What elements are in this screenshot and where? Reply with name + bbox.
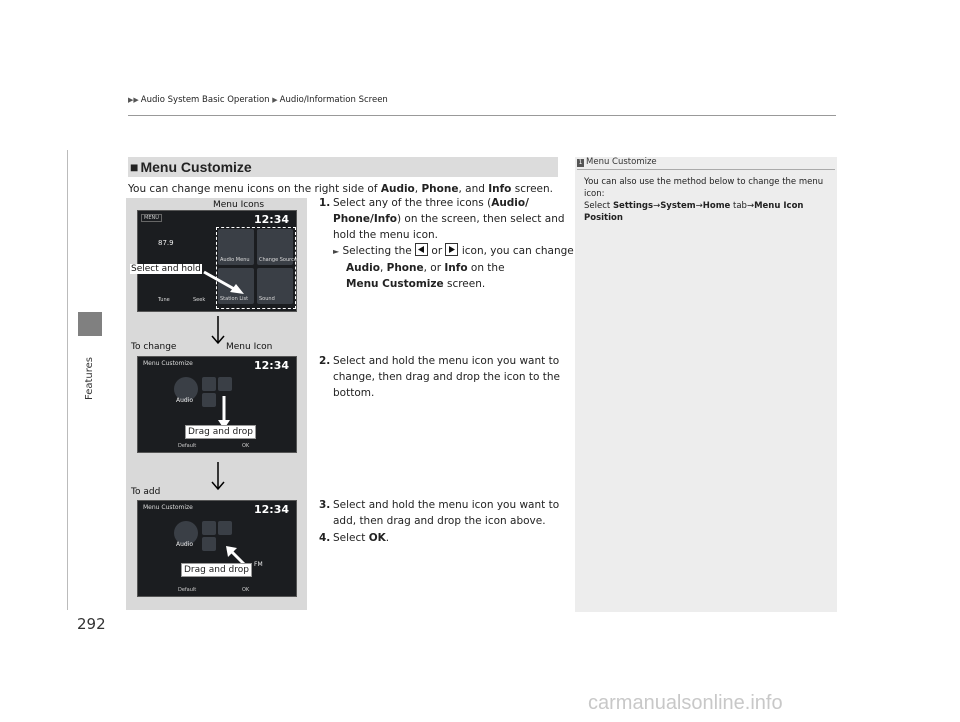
ok-button: OK [242, 443, 250, 449]
clock: 12:34 [254, 359, 290, 372]
fm-label: FM [254, 561, 263, 568]
screen-title: Menu Customize [143, 360, 193, 367]
note-title: 1 Menu Customize [578, 157, 657, 167]
note-icon: 1 [578, 159, 583, 166]
side-tab-label: Features [84, 357, 95, 400]
note-rule [577, 169, 835, 170]
side-rule [67, 150, 68, 610]
screen-title: Menu Customize [143, 504, 193, 511]
clock: 12:34 [254, 213, 290, 226]
breadcrumb-part-1: Audio System Basic Operation [140, 95, 270, 105]
down-arrow-icon [208, 462, 228, 492]
chevron-right-icon: → [653, 201, 661, 211]
side-tab-marker [78, 312, 102, 336]
triangle-icon: ▶ [272, 96, 278, 104]
watermark: carmanualsonline.info [588, 692, 783, 714]
label-menu-icon: Menu Icon [226, 342, 273, 352]
select-arrow-icon [200, 268, 250, 298]
intro-text: You can change menu icons on the right side of Audio, Phone, and Info screen. [128, 183, 553, 195]
station-frequency: 87.9 [158, 239, 174, 247]
chevron-right-icon: → [695, 201, 703, 211]
menu-button-label: MENU [141, 214, 162, 222]
label-menu-icons: Menu Icons [213, 200, 265, 210]
step-4: 4. Select OK. [319, 532, 390, 544]
section-heading [128, 157, 558, 177]
tile-audio-menu: Audio Menu [220, 257, 250, 263]
default-button: Default [178, 443, 197, 449]
label-drag-and-drop-1: Drag and drop [185, 425, 256, 439]
ok-button: OK [242, 587, 250, 593]
audio-label: Audio [176, 397, 194, 404]
note-panel [575, 157, 837, 612]
down-arrow-icon [208, 316, 228, 346]
audio-label: Audio [176, 541, 194, 548]
tile-station-list: Station List [220, 296, 249, 302]
seek-label: Seek [193, 297, 206, 303]
default-button: Default [178, 587, 197, 593]
step-1: 1. Select any of the three icons (Audio/ Phone/Info) on the screen, then select and hold the menu icon. [319, 197, 565, 241]
breadcrumb-part-2: Audio/Information Screen [279, 95, 388, 105]
left-triangle-icon [415, 243, 428, 256]
screen-menu-customize-add [137, 500, 297, 597]
tile-sound: Sound [259, 296, 275, 302]
step-1-sub: ► Selecting the or icon, you can change Audio, Phone, or Info on the Menu Customize screen. [333, 245, 574, 290]
right-triangle-icon [445, 243, 458, 256]
header-rule [128, 115, 836, 116]
step-2: 2. Select and hold the menu icon you want to change, then drag and drop the icon to the bottom. [319, 355, 561, 399]
label-to-add: To add [131, 487, 161, 497]
page-number: 292 [77, 615, 106, 633]
tile-change-source: Change Source [259, 257, 297, 263]
chevron-right-icon: → [746, 201, 755, 211]
section-title: Menu Customize [140, 159, 252, 175]
section-bullet: ■ [130, 159, 139, 175]
label-to-change: To change [131, 342, 177, 352]
bullet-arrow-icon: ► [333, 247, 340, 256]
label-select-and-hold: Select and hold [131, 264, 201, 274]
tune-label: Tune [158, 297, 170, 303]
note-body: You can also use the method below to change the menu icon: Select Settings→System→Home tab→Menu Icon Position [584, 177, 824, 223]
clock: 12:34 [254, 503, 290, 516]
triangle-icon: ▶▶ [128, 96, 139, 104]
step-3: 3. Select and hold the menu icon you want to add, then drag and drop the icon above. [319, 499, 560, 527]
breadcrumb [128, 95, 388, 105]
label-drag-and-drop-2: Drag and drop [181, 563, 252, 577]
